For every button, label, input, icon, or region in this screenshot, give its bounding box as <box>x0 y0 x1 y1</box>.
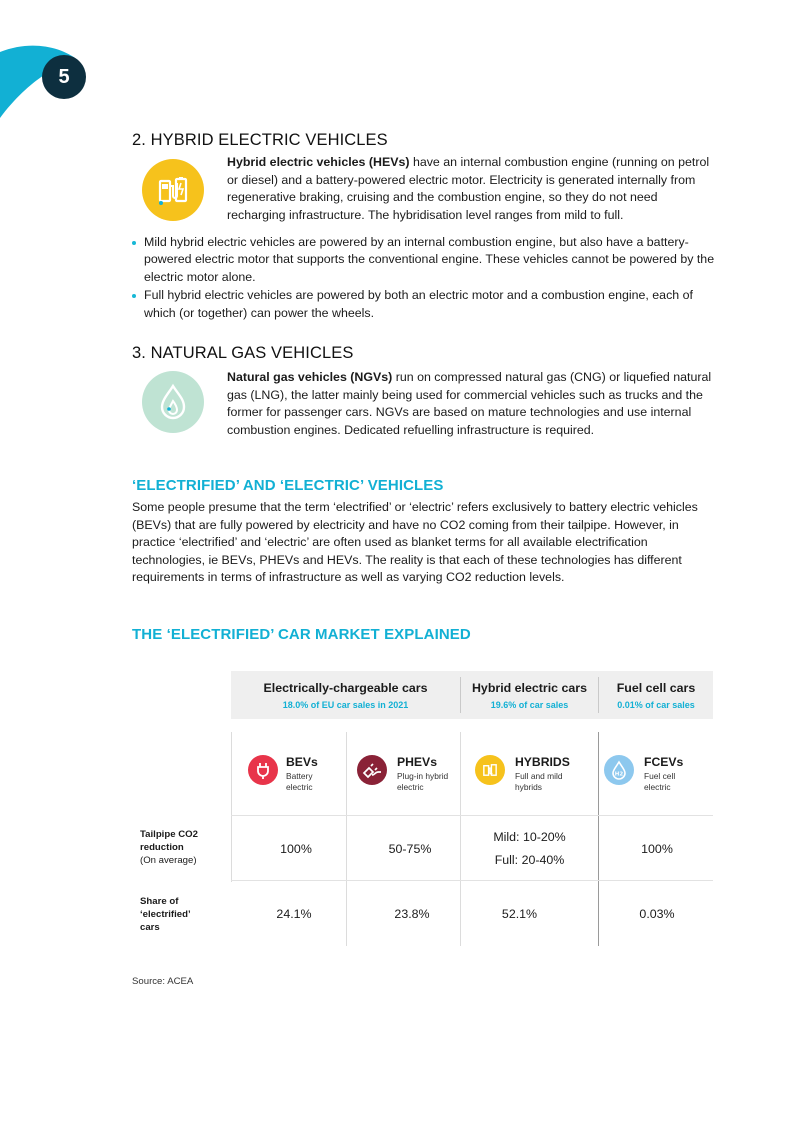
row-label-line: (On average) <box>140 854 197 866</box>
row-label-line: reduction <box>140 841 184 853</box>
group-title-hybrid: Hybrid electric cars <box>471 681 588 695</box>
group-subtitle-fuelcell: 0.01% of car sales <box>617 700 695 710</box>
fuel-pump-battery-icon <box>142 159 204 221</box>
row-divider <box>231 880 713 881</box>
svg-text:H2: H2 <box>614 771 624 778</box>
tech-sub-line: electric <box>286 781 313 792</box>
electrified-heading: ‘ELECTRIFIED’ AND ‘ELECTRIC’ VEHICLES <box>132 477 444 494</box>
hev-heading: 2. HYBRID ELECTRIC VEHICLES <box>132 131 388 149</box>
co2-fcevs: 100% <box>641 842 673 856</box>
bullet-text: Mild hybrid electric vehicles are powered by an internal combustion engine, but also have a battery-powered electric motor that supports the conventional engine. These vehicles cannot be powered by the electric motor alone. <box>144 235 715 284</box>
bullet-dot <box>132 241 136 245</box>
plug-cable-icon <box>357 755 387 785</box>
co2-bevs: 100% <box>280 842 312 856</box>
tech-sub-bevs <box>286 771 313 792</box>
tech-sub-line: Plug-in hybrid <box>397 771 449 781</box>
plug-icon <box>248 755 278 785</box>
h2-drop-icon <box>604 755 634 785</box>
group-title-fuelcell: Fuel cell cars <box>616 681 696 695</box>
header-divider <box>460 677 461 713</box>
hev-lead-text: have an internal combustion engine (running on petrol or diesel) and a battery-powered electric motor. Electricity is generated internally from regenerative braking, cruising and the combustion engine, so they do not need recharging infrastructure. The hybridisation level ranges from mild to full. <box>227 155 710 222</box>
list-item <box>132 234 722 286</box>
row-label-line: Tailpipe CO2 <box>140 829 198 840</box>
ngv-intro-paragraph <box>227 369 717 439</box>
ngv-lead-text: run on compressed natural gas (CNG) or liquefied natural gas (LNG), the latter mainly being used for commercial vehicles such as trucks and the former for passenger cars. NGVs are based on mature technologies and use internal combustion engines. Dedicated refuelling infrastructure is required. <box>227 370 712 437</box>
fuel-pump-battery-icon <box>475 755 505 785</box>
tech-sub-line: Full and mild <box>515 771 563 781</box>
share-phevs: 23.8% <box>394 907 430 921</box>
group-subtitle-chargeable: 18.0% of EU car sales in 2021 <box>282 700 409 710</box>
page-number: 5 <box>42 55 86 99</box>
tech-name-bevs: BEVs <box>286 755 318 769</box>
source-note: Source: ACEA <box>132 976 194 987</box>
column-divider <box>231 732 232 882</box>
tech-name-fcevs: FCEVs <box>644 755 684 769</box>
tech-sub-line: electric <box>644 781 671 792</box>
bullet-dot <box>132 294 136 298</box>
electrified-body: Some people presume that the term ‘electrified’ or ‘electric’ refers exclusively to battery electric vehicles (BEVs) that are fully powered by electricity and have no CO2 coming from their tailpipe. However, in practice ‘electrified’ and ‘electric’ are often used as blanket terms for all available electrification technologies, ie BEVs, PHEVs and HEVs. The reality is that each of these technologies has different requirements in terms of infrastructure as well as varying CO2 reduction levels. <box>132 500 698 585</box>
ngv-lead-bold: Natural gas vehicles (NGVs) <box>227 370 393 384</box>
tech-name-hybrids: HYBRIDS <box>515 755 570 769</box>
tech-sub-line: electric <box>397 781 424 792</box>
co2-hybrids-mild: Mild: 10-20% <box>493 830 566 844</box>
share-bevs: 24.1% <box>276 907 312 921</box>
header-divider <box>598 677 599 713</box>
tech-sub-fcevs <box>644 771 675 792</box>
row-label-line: Share of <box>140 896 179 907</box>
share-hybrids: 52.1% <box>501 907 538 921</box>
group-title-chargeable: Electrically-chargeable cars <box>263 681 428 695</box>
hev-lead-bold: Hybrid electric vehicles (HEVs) <box>227 155 410 169</box>
share-fcevs: 0.03% <box>639 907 675 921</box>
tech-sub-hybrids <box>515 771 562 792</box>
ngv-heading: 3. NATURAL GAS VEHICLES <box>132 344 354 362</box>
hev-intro-paragraph <box>227 154 715 224</box>
row-label-line: cars <box>140 921 160 933</box>
tech-name-phevs: PHEVs <box>397 755 437 769</box>
tech-sub-line: Fuel cell <box>644 771 676 781</box>
row-label-line: ‘electrified’ <box>140 908 191 920</box>
co2-hybrids-full: Full: 20-40% <box>494 853 565 867</box>
market-table-title: THE ‘ELECTRIFIED’ CAR MARKET EXPLAINED <box>132 626 471 643</box>
row-label-share <box>140 896 191 934</box>
group-subtitle-hybrid: 19.6% of car sales <box>490 700 569 710</box>
flame-icon <box>142 371 204 433</box>
co2-phevs: 50-75% <box>388 842 432 856</box>
tech-sub-phevs <box>397 771 448 792</box>
list-item <box>132 287 722 322</box>
tech-sub-line: Battery <box>286 771 313 781</box>
bullet-text: Full hybrid electric vehicles are powered by both an electric motor and a combustion engine, each of which (or together) can power the wheels. <box>144 288 693 320</box>
tech-sub-line: hybrids <box>515 781 542 792</box>
hev-bullet-list <box>132 234 722 323</box>
table-header-band <box>231 671 713 719</box>
row-label-co2 <box>140 829 198 867</box>
row-divider <box>231 815 713 816</box>
